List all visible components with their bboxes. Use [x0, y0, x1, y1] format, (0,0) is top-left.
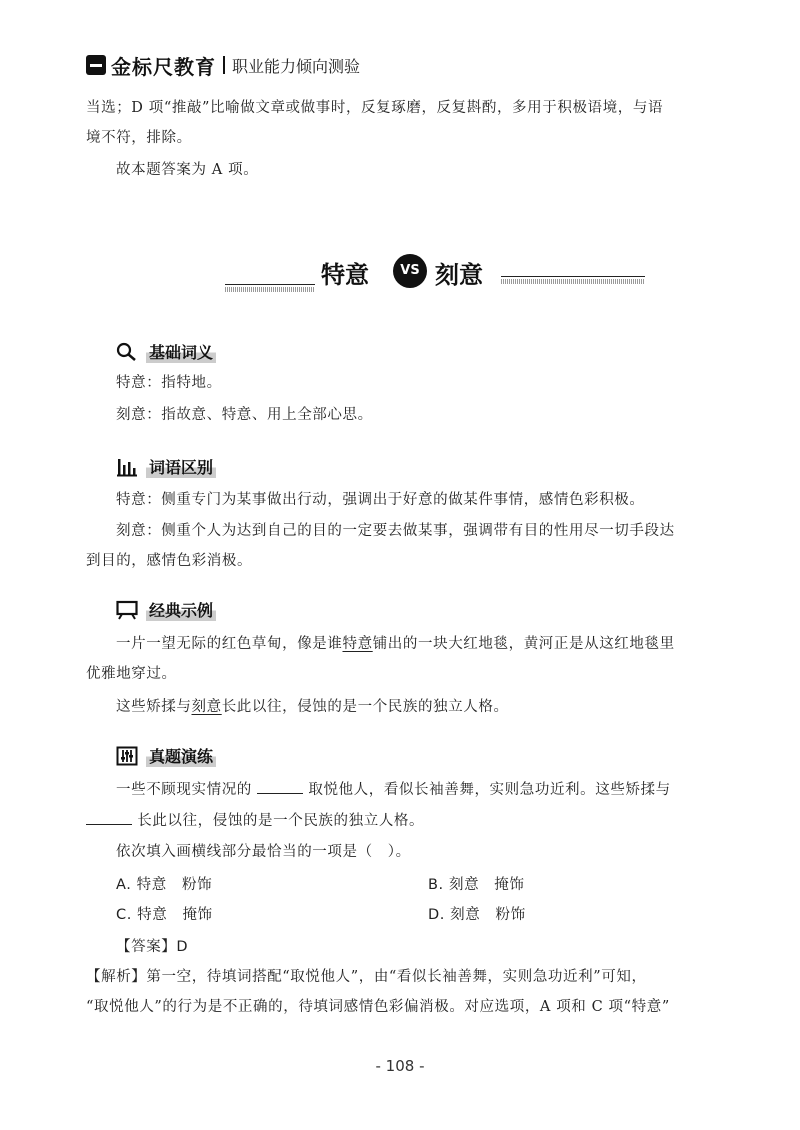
section-basic-title: 基础词义 [146, 340, 216, 363]
page-number: - 108 - [375, 1057, 425, 1075]
question-line-2 [86, 810, 424, 831]
header-divider [223, 56, 225, 74]
section-practice-heading [116, 744, 216, 767]
question-line-1 [116, 779, 671, 800]
comparison-word-right: 刻意 [435, 261, 483, 289]
question-text-before-blank: 一些不顾现实情况的 [116, 782, 252, 798]
bar-chart-icon [116, 457, 138, 477]
example-1-keyword: 特意 [342, 636, 373, 652]
option-d: D. 刻意 粉饰 [428, 907, 526, 923]
section-examples-heading [116, 598, 216, 621]
example-1-line-2: 优雅地穿过。 [86, 666, 177, 682]
analysis-line-2: “取悦他人”的行为是不正确的，待填词感情色彩偏消极。对应选项，A 项和 C 项“特意” [86, 999, 670, 1015]
basic-line-1: 特意：指特地。 [116, 375, 222, 391]
comparison-word-left: 特意 [321, 261, 369, 289]
question-blank-2 [86, 810, 132, 825]
intro-line-1: 当选；D 项“推敲”比喻做文章或做事时，反复琢磨，反复斟酌，多用于积极语境，与语 [86, 100, 664, 116]
example-2-line [116, 697, 509, 717]
brand-logo-icon [86, 55, 106, 75]
option-c: C. 特意 掩饰 [116, 907, 213, 923]
section-basic-heading [116, 340, 216, 363]
section-examples-title: 经典示例 [146, 598, 216, 621]
intro-answer-note: 故本题答案为 A 项。 [116, 162, 259, 178]
basic-line-2: 刻意：指故意、特意、用上全部心思。 [116, 407, 373, 423]
example-2-text-before: 这些矫揉与 [116, 699, 192, 715]
option-b: B. 刻意 掩饰 [428, 877, 525, 893]
section-practice-title: 真题演练 [146, 744, 216, 767]
vs-badge: VS [393, 254, 427, 288]
brand-name: 金标尺教育 [111, 54, 216, 79]
title-hatch-right [501, 279, 645, 284]
difference-line-2: 刻意：侧重个人为达到自己的目的一定要去做某事，强调带有目的性用尽一切手段达 [116, 523, 675, 539]
title-hatch-left [225, 287, 315, 292]
question-line-2-text: 长此以往，侵蚀的是一个民族的独立人格。 [137, 813, 425, 829]
question-prompt: 依次填入画横线部分最恰当的一项是（ ）。 [116, 844, 411, 860]
question-text-after-blank: 取悦他人，看似长袖善舞，实则急功近利。这些矫揉与 [308, 782, 671, 798]
section-difference-title: 词语区别 [146, 455, 216, 478]
intro-line-2: 境不符，排除。 [86, 130, 192, 146]
magnifier-icon [116, 342, 138, 362]
example-2-keyword: 刻意 [191, 699, 222, 715]
section-difference-heading [116, 455, 216, 478]
comparison-title [225, 250, 645, 295]
example-1-text-before: 一片一望无际的红色草甸，像是谁 [116, 636, 343, 652]
analysis-line-1: 【解析】第一空，待填词搭配“取悦他人”，由“看似长袖善舞，实则急功近利”可知， [86, 969, 647, 985]
difference-line-3: 到目的，感情色彩消极。 [86, 553, 253, 569]
difference-line-1: 特意：侧重专门为某事做出行动，强调出于好意的做某件事情，感情色彩积极。 [116, 492, 645, 508]
presentation-board-icon [116, 600, 138, 620]
title-rule-left [225, 284, 315, 285]
answer-line: 【答案】D [116, 939, 189, 955]
example-2-text-after: 长此以往，侵蚀的是一个民族的独立人格。 [221, 699, 509, 715]
title-rule-right [501, 276, 645, 277]
page-header [86, 50, 360, 80]
sliders-icon [116, 746, 138, 766]
option-a: A. 特意 粉饰 [116, 877, 213, 893]
example-1-text-after: 铺出的一块大红地毯，黄河正是从这红地毯里 [372, 636, 675, 652]
question-blank-1 [257, 779, 303, 794]
example-1-line-1 [116, 634, 675, 654]
header-subtitle: 职业能力倾向测验 [232, 56, 361, 76]
